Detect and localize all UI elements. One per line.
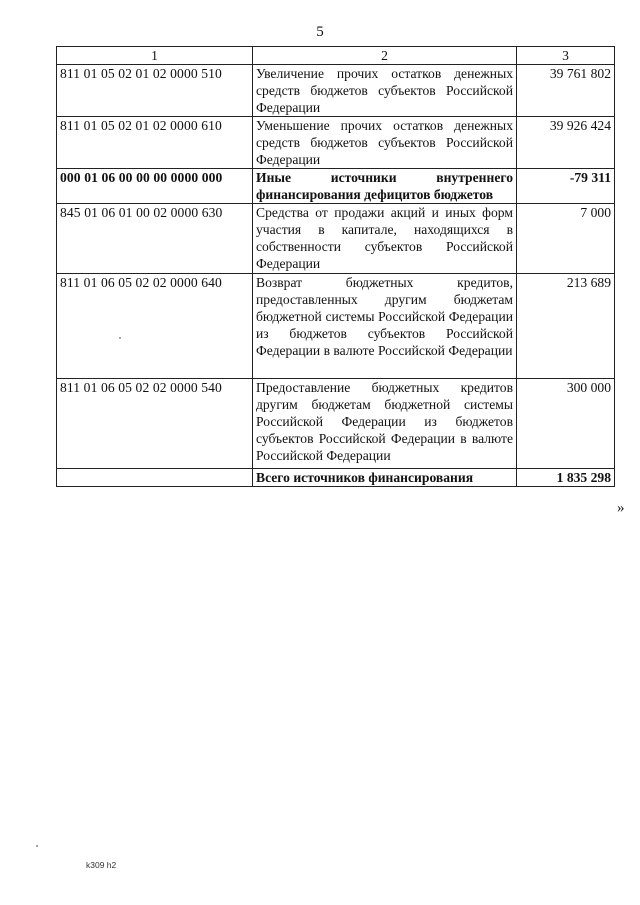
amount-cell: 39 926 424 (517, 117, 615, 169)
amount-cell: -79 311 (517, 169, 615, 204)
column-header-name: 2 (253, 47, 517, 65)
table-row (57, 274, 615, 379)
table-row (57, 117, 615, 169)
budget-code-cell: 000 01 06 00 00 00 0000 000 (57, 169, 253, 204)
footer-document-code: k309 h2 (86, 860, 117, 870)
table-row (57, 169, 615, 204)
scan-speck (36, 845, 38, 847)
column-header-code: 1 (57, 47, 253, 65)
table-total-row (57, 469, 615, 487)
source-name-cell: Уменьшение прочих остатков денежных средств бюджетов субъектов Российской Федерации (253, 117, 517, 169)
total-amount-cell: 1 835 298 (517, 469, 615, 487)
page-number: 5 (316, 24, 324, 40)
amount-cell: 213 689 (517, 274, 615, 379)
source-name-cell: Предоставление бюджетных кредитов другим бюджетам бюджетной системы Российской Федерации из бюджетов субъектов Российской Федерации в валюте Российской Федерации (253, 379, 517, 469)
table-row (57, 65, 615, 117)
budget-code-cell: 811 01 05 02 01 02 0000 610 (57, 117, 253, 169)
total-code-cell (57, 469, 253, 487)
table-row (57, 204, 615, 274)
total-label-cell: Всего источников финансирования (253, 469, 517, 487)
amount-cell: 39 761 802 (517, 65, 615, 117)
source-name-cell: Возврат бюджетных кредитов, предоставленных другим бюджетам бюджетной системы Российской Федерации из бюджетов субъектов Российской Федерации в валюте Российской Федерации (253, 274, 517, 379)
amount-cell: 300 000 (517, 379, 615, 469)
scan-speck (119, 337, 121, 339)
table-row (57, 379, 615, 469)
closing-quote-mark: » (617, 500, 625, 516)
budget-code-cell: 811 01 06 05 02 02 0000 640 (57, 274, 253, 379)
source-name-cell: Увеличение прочих остатков денежных средств бюджетов субъектов Российской Федерации (253, 65, 517, 117)
budget-code-cell: 811 01 06 05 02 02 0000 540 (57, 379, 253, 469)
column-header-amount: 3 (517, 47, 615, 65)
amount-cell: 7 000 (517, 204, 615, 274)
table-header-row (57, 47, 615, 65)
source-name-cell: Иные источники внутреннего финансирования дефицитов бюджетов (253, 169, 517, 204)
source-name-cell: Средства от продажи акций и иных форм участия в капитале, находящихся в собственности субъектов Российской Федерации (253, 204, 517, 274)
budget-code-cell: 811 01 05 02 01 02 0000 510 (57, 65, 253, 117)
financing-sources-table (56, 46, 615, 487)
budget-code-cell: 845 01 06 01 00 02 0000 630 (57, 204, 253, 274)
